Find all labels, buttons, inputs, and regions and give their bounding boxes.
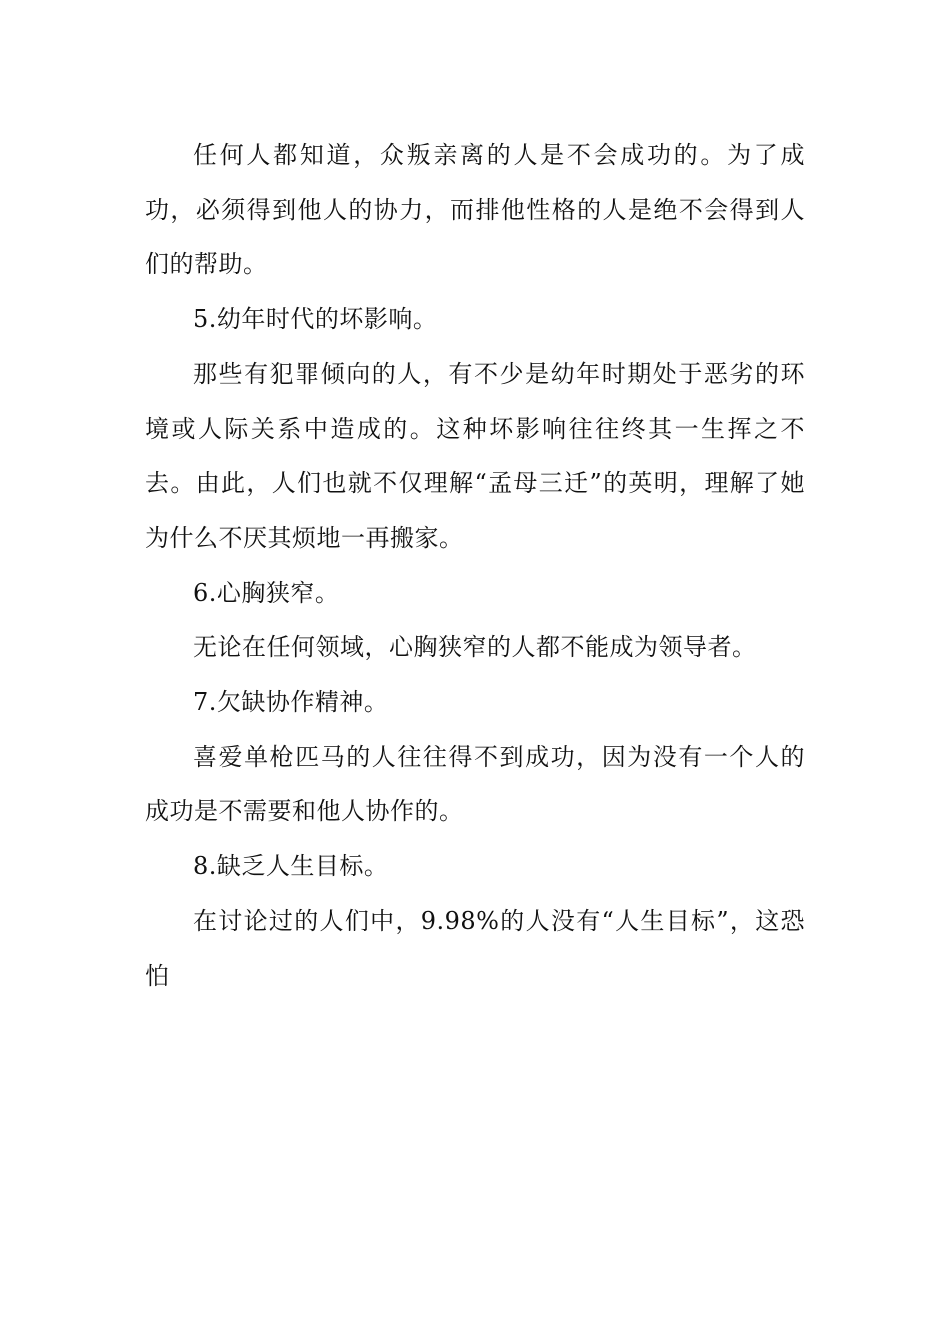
paragraph-lack-cooperation: 喜爱单枪匹马的人往往得不到成功，因为没有一个人的成功是不需要和他人协作的。	[145, 742, 805, 826]
heading-lack-cooperation: 7.欠缺协作精神。	[193, 688, 389, 717]
paragraph-childhood-influence: 那些有犯罪倾向的人，有不少是幼年时期处于恶劣的环境或人际关系中造成的。这种坏影响往往终其一生挥之不去。由此，人们也就不仅理解“孟母三迁”的英明，理解了她为什么不厌其烦地一再搬家。	[145, 359, 805, 552]
paragraph-isolation: 任何人都知道，众叛亲离的人是不会成功的。为了成功，必须得到他人的协力，而排他性格的人是绝不会得到人们的帮助。	[145, 141, 805, 279]
paragraph-narrow-minded: 无论在任何领域，心胸狭窄的人都不能成为领导者。	[193, 633, 757, 662]
paragraph-no-life-goal: 在讨论过的人们中，9.98%的人没有“人生目标”，这恐怕	[145, 906, 805, 990]
document-body	[145, 128, 805, 1003]
heading-childhood-influence: 5.幼年时代的坏影响。	[193, 305, 438, 334]
heading-narrow-minded: 6.心胸狭窄。	[193, 578, 340, 607]
heading-no-life-goal: 8.缺乏人生目标。	[193, 852, 389, 881]
